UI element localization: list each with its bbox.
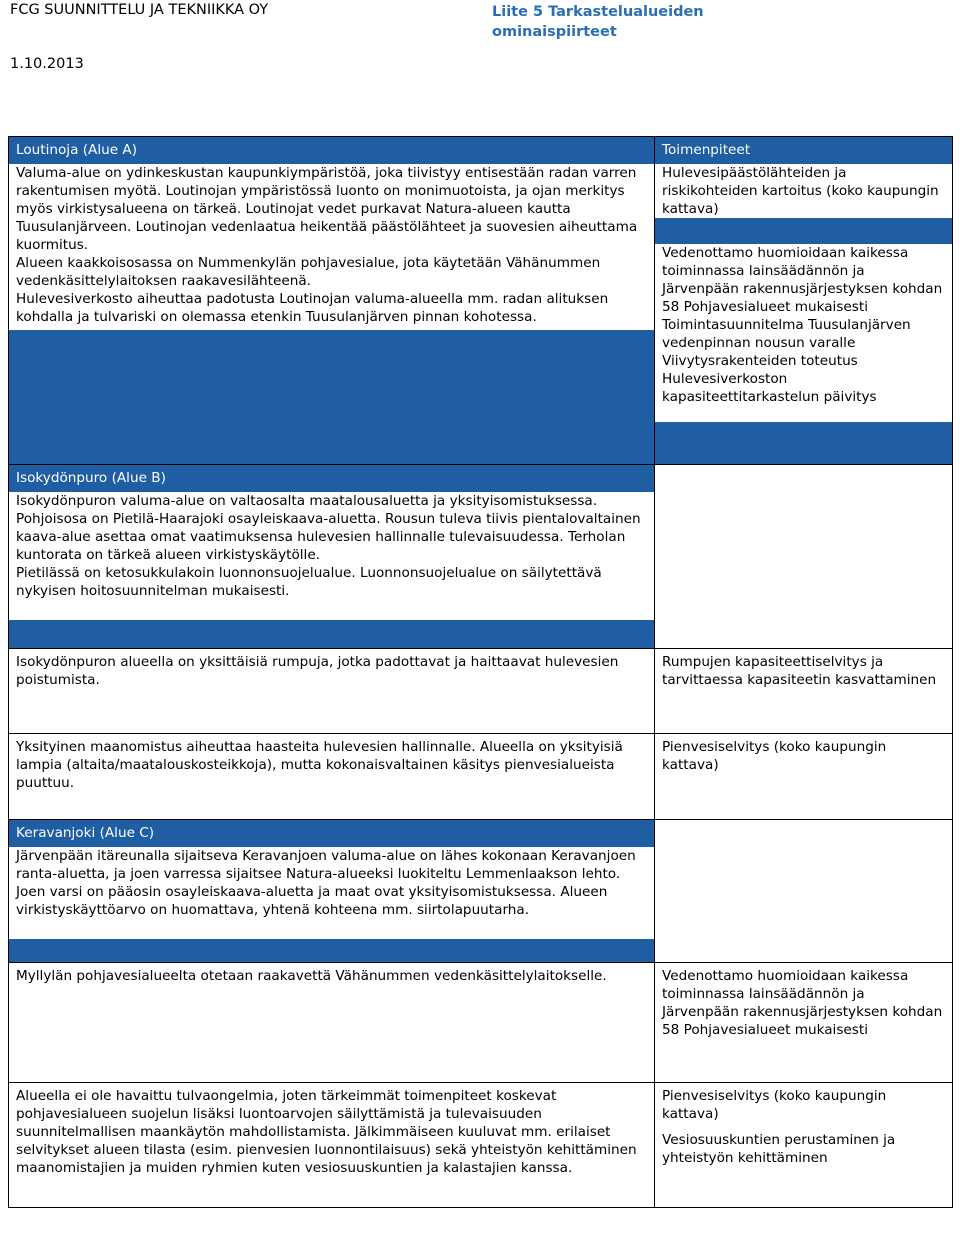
section-a-para1: Valuma-alue on ydinkeskustan kaupunkiympäristöä, joka tiivistyy entisestään radan varren rakentumisen myötä. Loutinojan ympäristössä luonto on monimuotoista, ja ojan merkitys myös virkistysalueena on tärkeä. Loutinojat vedet purkavat Natura-alueen kautta Tuusulanjärveen. Loutinojan vedenlaatua heikentää päästölähteet ja suovesien aiheuttama kuormitus. (9, 164, 654, 254)
section-a-title: Loutinoja (Alue A) (16, 142, 138, 158)
document-date: 1.10.2013 (10, 56, 84, 72)
section-b-row2-action: Rumpujen kapasiteettiselvitys ja tarvittaessa kapasiteetin kasvattaminen (655, 649, 953, 734)
company-name: FCG SUUNNITTELU JA TEKNIIKKA OY (10, 2, 269, 18)
section-a-action5: Hulevesiverkoston kapasiteettitarkastelun päivitys (655, 370, 952, 422)
section-b-row3-action: Pienvesiselvitys (koko kaupungin kattava) (655, 734, 953, 820)
section-c-row3 (9, 1083, 953, 1208)
section-b-row (9, 465, 953, 649)
section-b-row2-text: Isokydönpuron alueella on yksittäisiä rumpuja, jotka padottavat ja haittaavat hulevesien poistumista. (9, 649, 655, 734)
section-c-row3-text: Alueella ei ole havaittu tulvaongelmia, joten tärkeimmät toimenpiteet koskevat pohjavesialueen suojelun lisäksi luontoarvojen säilyttämistä ja tulevaisuuden suunnitelmallisen maankäytön mahdollistamista. Jälkimmäiseen kuuluvat mm. erilaiset selvitykset alueen tilasta (esim. pienvesien luonnontilaisuus) sekä yhteistyön kehittäminen maanomistajien ja muiden ryhmien kuten vesiosuuskuntien ja kalastajien kanssa. (9, 1083, 655, 1208)
section-a-action3: Toimintasuunnitelma Tuusulanjärven vedenpinnan nousun varalle (655, 316, 952, 352)
section-a-action2: Vedenottamo huomioidaan kaikessa toiminnassa lainsäädännön ja Järvenpään rakennusjärjestyksen kohdan 58 Pohjavesialueet mukaisesti (655, 244, 952, 316)
section-a-row (9, 137, 953, 465)
section-b-row3-text: Yksityinen maanomistus aiheuttaa haasteita hulevesien hallinnalle. Alueella on yksityisiä lampia (altaita/maatalouskosteikkoja), mutta kokonaisvaltainen käsitys pienvesialueista puuttuu. (9, 734, 655, 820)
section-a-para3: Hulevesiverkosto aiheuttaa padotusta Loutinojan valuma-alueella mm. radan alituksen kohdalla ja tulvariski on olemassa etenkin Tuusulanjärven pinnan kohotessa. (9, 290, 654, 330)
section-a-actions-cell (655, 137, 953, 465)
section-b-title: Isokydönpuro (Alue B) (16, 470, 166, 486)
section-c-row2-action: Vedenottamo huomioidaan kaikessa toiminnassa lainsäädännön ja Järvenpään rakennusjärjestyksen kohdan 58 Pohjavesialueet mukaisesti (655, 963, 953, 1083)
section-c-row3-actions (655, 1083, 953, 1208)
section-a-action4: Viivytysrakenteiden toteutus (655, 352, 952, 370)
actions-title: Toimenpiteet (662, 142, 751, 158)
section-b-row3 (9, 734, 953, 820)
section-a-action1: Hulevesipäästölähteiden ja riskikohteiden kartoitus (koko kaupungin kattava) (655, 164, 952, 218)
section-a-cell (9, 137, 655, 465)
characteristics-table (8, 136, 953, 1208)
section-b-actions-cell (655, 465, 953, 649)
section-c-cell (9, 820, 655, 963)
section-c-para1: Järvenpään itäreunalla sijaitseva Keravanjoen valuma-alue on lähes kokonaan Keravanjoen ranta-aluetta, ja joen varressa sijaitsee Natura-alueeksi luokiteltu Lemmenlaakson lehto. Joen varsi on pääosin osayleiskaava-aluetta ja maat ovat yksityisomistuksessa. Alueen virkistyskäyttöarvo on huomattava, yhtenä kohteena mm. siirtolapuutarha. (9, 847, 654, 939)
section-c-row3-action2: Vesiosuuskuntien perustaminen ja yhteistyön kehittäminen (662, 1132, 896, 1166)
document-title-line1: Liite 5 Tarkastelualueiden (492, 4, 704, 20)
document-title (492, 2, 792, 42)
section-c-title: Keravanjoki (Alue C) (16, 825, 155, 841)
section-c-actions-cell (655, 820, 953, 963)
section-b-para1: Isokydönpuron valuma-alue on valtaosalta maatalousaluetta ja yksityisomistuksessa. Pohjoisosa on Pietilä-Haarajoki osayleiskaava-aluetta. Rousun tuleva tiivis pientalovaltainen kaava-alue asettaa omat vaatimuksensa hulevesien hallinnalle tulevaisuudessa. Terholan kuntorata on tärkeä alueen virkistyskäytölle. (9, 492, 654, 564)
section-b-para2: Pietilässä on ketosukkulakoin luonnonsuojelualue. Luonnonsuojelualue on säilytettävä nykyisen hoitosuunnitelman mukaisesti. (9, 564, 654, 620)
section-c-row3-action1: Pienvesiselvitys (koko kaupungin kattava) (662, 1088, 887, 1122)
section-c-row2-text: Myllylän pohjavesialueelta otetaan raakavettä Vähänummen vedenkäsittelylaitokselle. (9, 963, 655, 1083)
document-title-line2: ominaispiirteet (492, 24, 617, 40)
section-b-cell (9, 465, 655, 649)
section-c-row2 (9, 963, 953, 1083)
section-c-row (9, 820, 953, 963)
section-a-para2: Alueen kaakkoisosassa on Nummenkylän pohjavesialue, jota käytetään Vähänummen vedenkäsittelylaitoksen raakavesilähteenä. (9, 254, 654, 290)
section-b-row2 (9, 649, 953, 734)
